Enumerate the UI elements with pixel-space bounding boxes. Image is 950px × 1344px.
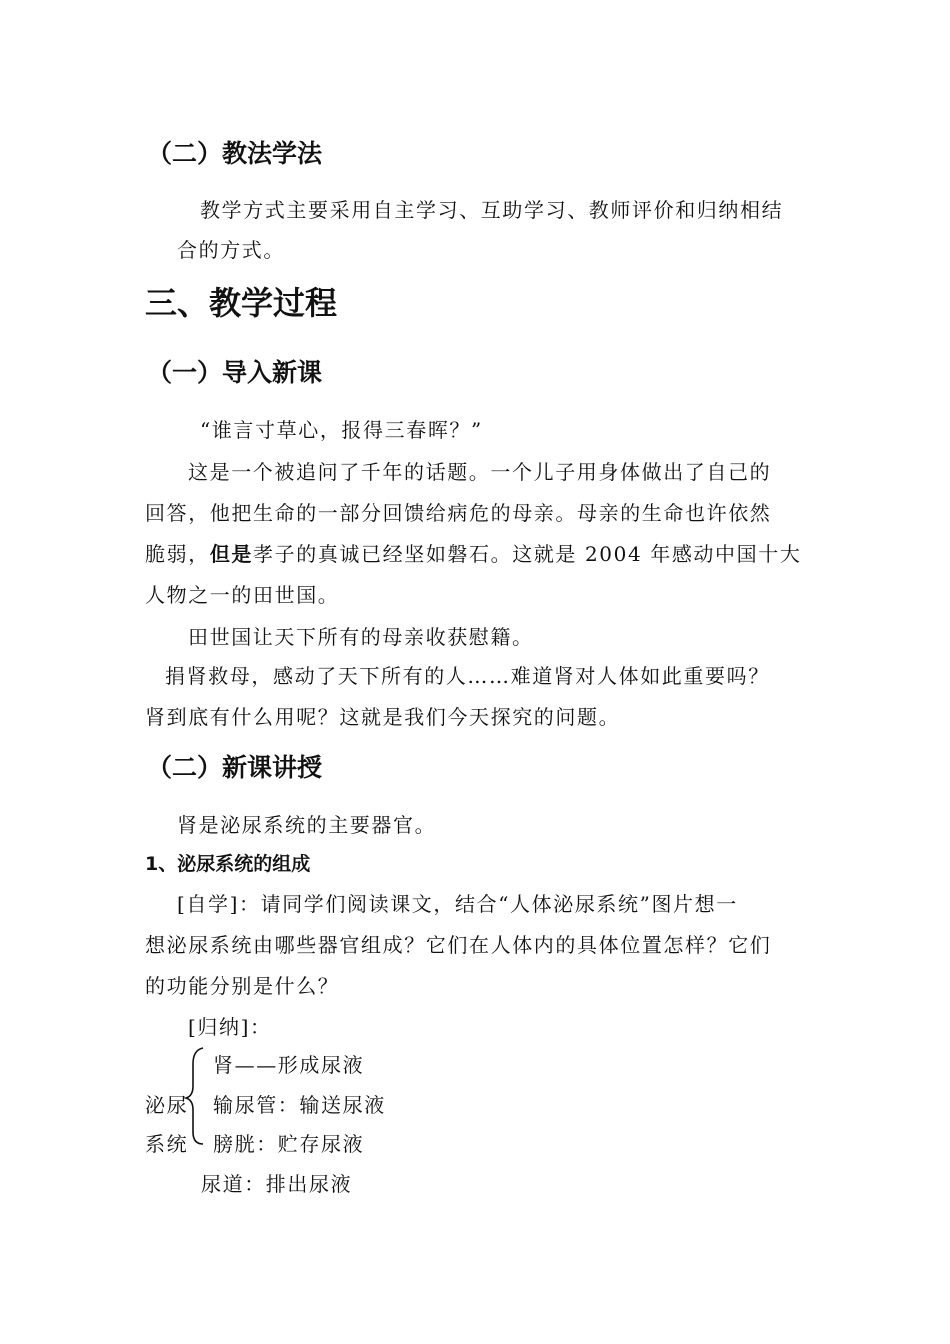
system-label: 系统 — [145, 1132, 189, 1156]
paragraph-line: 田世国让天下所有的母亲收获慰籍。 — [188, 625, 534, 649]
subsection-heading-urinary-composition: 1、泌尿系统的组成 — [145, 853, 311, 875]
bold-text-run: 但是 — [209, 542, 254, 566]
paragraph-line: [自学]：请同学们阅读课文，结合“人体泌尿系统”图片想一 — [177, 892, 738, 916]
paragraph-line: 想泌尿系统由哪些器官组成？它们在人体内的具体位置怎样？它们 — [145, 933, 772, 957]
poem-quote: “谁言寸草心，报得三春晖？” — [200, 418, 483, 442]
paragraph-line: 的功能分别是什么？ — [145, 974, 340, 998]
organ-item: 膀胱：贮存尿液 — [213, 1132, 365, 1156]
text-run: 孝子的真诚已经坚如磐石。这就是 2004 年感动中国十大 — [253, 542, 802, 566]
paragraph-line: 回答，他把生命的一部分回馈给病危的母亲。母亲的生命也许依然 — [145, 501, 772, 525]
paragraph-line: 合的方式。 — [177, 238, 285, 262]
section-heading-teaching-methods: （二）教法学法 — [147, 139, 323, 168]
section-heading-teaching-process: 三、教学过程 — [145, 284, 338, 322]
paragraph-line: 人物之一的田世国。 — [145, 583, 340, 607]
section-heading-new-lesson: （二）新课讲授 — [147, 753, 323, 782]
curly-brace-icon — [183, 1046, 207, 1146]
paragraph-line: 肾到底有什么用呢？这就是我们今天探究的问题。 — [145, 705, 621, 729]
system-label: 泌尿 — [145, 1093, 189, 1117]
organ-item: 尿道：排出尿液 — [201, 1172, 353, 1196]
paragraph-line — [145, 538, 801, 567]
text-run: 脆弱， — [145, 542, 210, 566]
paragraph-line: 肾是泌尿系统的主要器官。 — [177, 813, 437, 837]
summary-label: [归纳]： — [188, 1015, 272, 1039]
section-heading-introduction: （一）导入新课 — [147, 358, 323, 387]
paragraph-line: 教学方式主要采用自主学习、互助学习、教师评价和归纳相结 — [200, 198, 784, 222]
organ-item: 肾——形成尿液 — [213, 1053, 365, 1077]
paragraph-line: 捐肾救母，感动了天下所有的人……难道肾对人体如此重要吗？ — [165, 664, 770, 688]
organ-item: 输尿管：输送尿液 — [213, 1093, 386, 1117]
paragraph-line: 这是一个被追问了千年的话题。一个儿子用身体做出了自己的 — [188, 460, 772, 484]
